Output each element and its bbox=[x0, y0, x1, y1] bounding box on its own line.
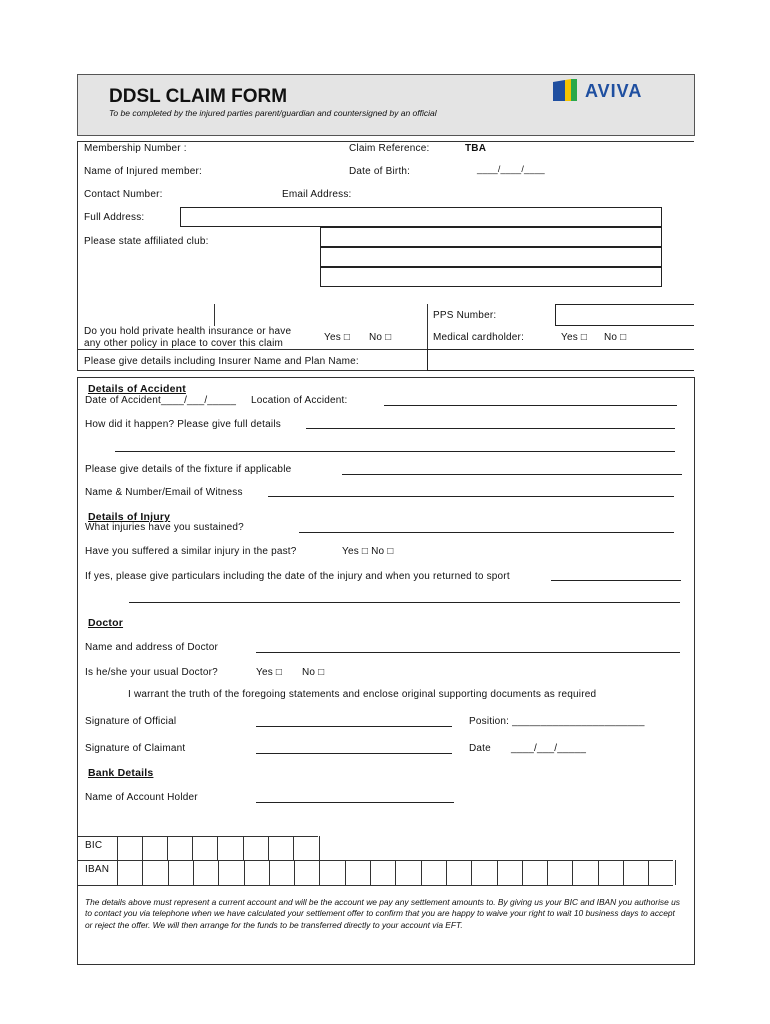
fixture-line[interactable] bbox=[342, 474, 682, 475]
position-label[interactable]: Position: _______________________ bbox=[469, 716, 645, 727]
private-insurance-question-2: any other policy in place to cover this claim bbox=[84, 338, 284, 349]
iban-cell[interactable] bbox=[648, 860, 675, 885]
insurer-field[interactable] bbox=[427, 349, 694, 371]
club-field-2[interactable] bbox=[320, 247, 662, 267]
private-insurance-question-1: Do you hold private health insurance or have bbox=[84, 326, 292, 337]
private-yes-checkbox[interactable]: Yes □ bbox=[324, 332, 351, 343]
dob-label: Date of Birth: bbox=[349, 166, 411, 177]
account-holder-line[interactable] bbox=[256, 802, 454, 803]
injuries-sustained-line[interactable] bbox=[299, 532, 674, 533]
witness-line[interactable] bbox=[268, 496, 674, 497]
insurer-label: Please give details including Insurer Name and Plan Name: bbox=[84, 356, 359, 367]
witness-label: Name & Number/Email of Witness bbox=[85, 487, 243, 498]
iban-label: IBAN bbox=[85, 864, 110, 875]
medical-cardholder-label: Medical cardholder: bbox=[433, 332, 525, 343]
logo-text: AVIVA bbox=[585, 81, 643, 101]
full-address-label: Full Address: bbox=[84, 212, 145, 223]
account-holder-label: Name of Account Holder bbox=[85, 792, 198, 803]
iban-cell[interactable] bbox=[446, 860, 472, 885]
medical-yes-checkbox[interactable]: Yes □ bbox=[561, 332, 588, 343]
date-blank[interactable]: ____/___/_____ bbox=[511, 743, 587, 754]
club-field-1[interactable] bbox=[320, 227, 662, 247]
divider-mid bbox=[427, 304, 428, 350]
bic-cell[interactable] bbox=[117, 836, 143, 860]
membership-number-label: Membership Number : bbox=[84, 143, 187, 154]
bic-label: BIC bbox=[85, 840, 103, 851]
bank-heading: Bank Details bbox=[88, 767, 154, 779]
signature-official-label: Signature of Official bbox=[85, 716, 177, 727]
accident-heading: Details of Accident bbox=[88, 383, 186, 395]
bank-note: The details above must represent a current account and will be the account we pay any settlement amounts to. By giving us your BIC and IBAN you authorise us to contact you via telephone when we have calculated your settlement offer to confirm that you are happy to waive your right to wait 10 business days to accept or reject the offer. We will then arrange for the funds to be transferred directly to your account via EFT. bbox=[85, 897, 680, 930]
iban-cell[interactable] bbox=[572, 860, 598, 885]
doctor-name-label: Name and address of Doctor bbox=[85, 642, 219, 653]
iban-cell[interactable] bbox=[522, 860, 548, 885]
club-label: Please state affiliated club: bbox=[84, 236, 209, 247]
aviva-logo-icon bbox=[551, 79, 581, 103]
claim-reference-value: TBA bbox=[465, 143, 487, 154]
form-title: DDSL CLAIM FORM bbox=[109, 86, 288, 107]
accident-location-line[interactable] bbox=[384, 405, 677, 406]
similar-injury-label: Have you suffered a similar injury in the past? bbox=[85, 546, 297, 557]
bic-cell[interactable] bbox=[142, 836, 168, 860]
claim-reference-label: Claim Reference: bbox=[349, 143, 430, 154]
accident-date[interactable]: Date of Accident____/___/_____ bbox=[85, 395, 237, 406]
iban-cell[interactable] bbox=[370, 860, 396, 885]
pps-label: PPS Number: bbox=[433, 310, 497, 321]
iban-cell[interactable] bbox=[395, 860, 421, 885]
injury-heading: Details of Injury bbox=[88, 511, 171, 523]
address-field[interactable] bbox=[180, 207, 662, 227]
usual-doctor-label: Is he/she your usual Doctor? bbox=[85, 667, 218, 678]
iban-cell[interactable] bbox=[345, 860, 371, 885]
doctor-heading: Doctor bbox=[88, 617, 124, 629]
date-label: Date bbox=[469, 743, 491, 754]
dob-blank[interactable]: ____/____/____ bbox=[477, 164, 545, 174]
iban-cell[interactable] bbox=[547, 860, 573, 885]
iban-cell[interactable] bbox=[319, 860, 345, 885]
injured-member-label: Name of Injured member: bbox=[84, 166, 202, 177]
contact-number-label: Contact Number: bbox=[84, 189, 163, 200]
club-field-3[interactable] bbox=[320, 267, 662, 287]
pps-field[interactable] bbox=[555, 304, 694, 326]
private-no-checkbox[interactable]: No □ bbox=[369, 332, 392, 343]
bic-cell[interactable] bbox=[167, 836, 193, 860]
bic-cell[interactable] bbox=[243, 836, 269, 860]
how-happened-line-1[interactable] bbox=[306, 428, 675, 429]
iban-cell[interactable] bbox=[244, 860, 270, 885]
iban-cell[interactable] bbox=[421, 860, 447, 885]
particulars-line-1[interactable] bbox=[551, 580, 681, 581]
fixture-label: Please give details of the fixture if applicable bbox=[85, 464, 292, 475]
bic-cell[interactable] bbox=[293, 836, 320, 860]
usual-doctor-yes[interactable]: Yes □ bbox=[256, 667, 283, 678]
form-subtitle: To be completed by the injured parties parent/guardian and countersigned by an official bbox=[109, 108, 437, 118]
bic-cell[interactable] bbox=[217, 836, 243, 860]
iban-cell[interactable] bbox=[168, 860, 194, 885]
similar-injury-checkboxes[interactable]: Yes □ No □ bbox=[342, 546, 394, 557]
how-happened-line-2[interactable] bbox=[115, 451, 675, 452]
injuries-sustained-label: What injuries have you sustained? bbox=[85, 522, 244, 533]
signature-claimant-line[interactable] bbox=[256, 753, 452, 754]
email-label: Email Address: bbox=[282, 189, 352, 200]
bank-grid-bottom bbox=[77, 885, 673, 886]
doctor-name-line[interactable] bbox=[256, 652, 680, 653]
bic-cell[interactable] bbox=[268, 836, 294, 860]
warrant-statement: I warrant the truth of the foregoing statements and enclose original supporting documents as required bbox=[128, 689, 597, 700]
particulars-label: If yes, please give particulars including the date of the injury and when you returned to sport bbox=[85, 571, 510, 582]
iban-cell[interactable] bbox=[294, 860, 320, 885]
iban-cell[interactable] bbox=[117, 860, 143, 885]
bic-cell[interactable] bbox=[192, 836, 218, 860]
accident-location-label: Location of Accident: bbox=[251, 395, 348, 406]
iban-cell[interactable] bbox=[598, 860, 624, 885]
aviva-logo bbox=[551, 79, 663, 103]
how-happened-label: How did it happen? Please give full details bbox=[85, 419, 281, 430]
iban-cell[interactable] bbox=[269, 860, 295, 885]
iban-cell[interactable] bbox=[193, 860, 219, 885]
iban-cell[interactable] bbox=[218, 860, 244, 885]
particulars-line-2[interactable] bbox=[129, 602, 680, 603]
medical-no-checkbox[interactable]: No □ bbox=[604, 332, 627, 343]
iban-cell[interactable] bbox=[623, 860, 649, 885]
signature-official-line[interactable] bbox=[256, 726, 452, 727]
iban-cell[interactable] bbox=[142, 860, 168, 885]
divider-left bbox=[214, 304, 215, 326]
iban-cell[interactable] bbox=[471, 860, 497, 885]
signature-claimant-label: Signature of Claimant bbox=[85, 743, 186, 754]
iban-cell[interactable] bbox=[497, 860, 523, 885]
usual-doctor-no[interactable]: No □ bbox=[302, 667, 325, 678]
